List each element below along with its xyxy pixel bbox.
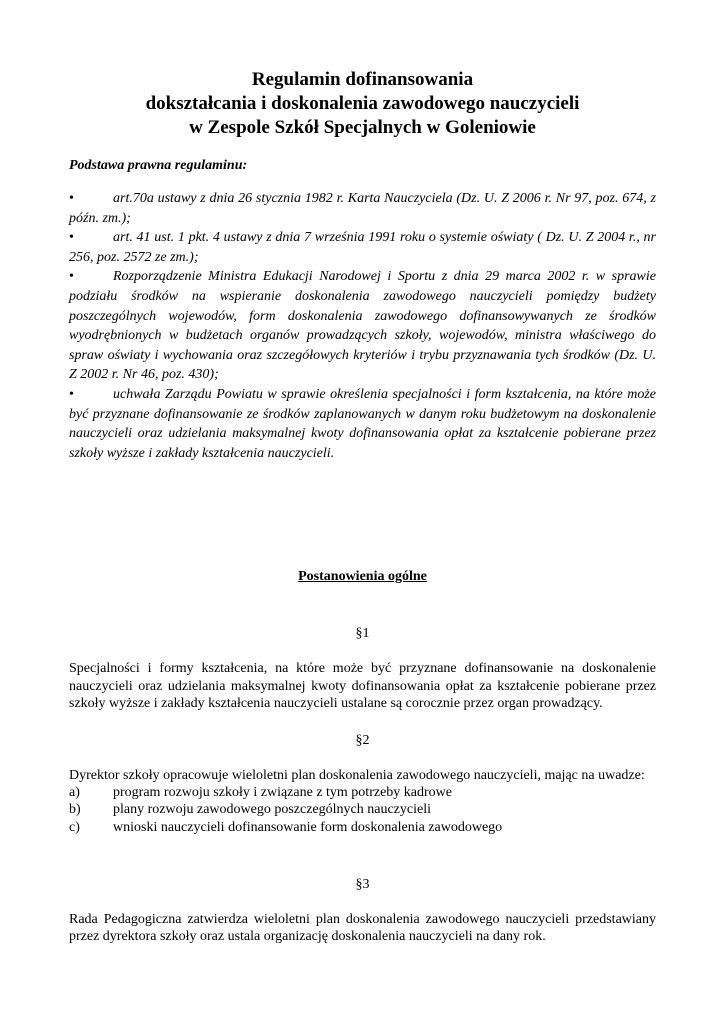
document-title (69, 68, 656, 140)
paragraph-2-list (69, 784, 656, 836)
paragraph-sign-3: §3 (355, 876, 370, 892)
bullet-icon: • (69, 269, 74, 285)
list-item (69, 819, 656, 836)
legal-basis-text: Rozporządzenie Ministra Edukacji Narodowej i Sportu z dnia 29 marca 2002 r. w sprawie podziału środków na wspieranie doskonalenia zawodowego nauczycieli pomiędzy budżety poszczególnych wojewodów, form doskonalenia zawodowego dofinansowywanych ze środków wyodrębnionych w budżetach organów prowadzących szkoły, wojewodów, ministra właściwego do spraw oświaty i wychowania oraz szczegółowych kryteriów i trybu przyznawania tych środków (Dz. U. Z 2002 r. Nr 46, poz. 430); (69, 269, 656, 383)
list-item (69, 784, 656, 801)
list-item-text: plany rozwoju zawodowego poszczególnych nauczycieli (113, 802, 431, 818)
general-provisions-heading: Postanowienia ogólne (298, 569, 427, 585)
paragraph-3-text: Rada Pedagogiczna zatwierdza wieloletni plan doskonalenia zawodowego nauczycieli przedstawiany przez dyrektora szkoły oraz ustala organizację doskonalenia nauczycieli na dany rok. (69, 911, 656, 944)
paragraph-sign-2: §2 (355, 732, 370, 748)
paragraph-1-text: Specjalności i formy kształcenia, na które może być przyznane dofinansowanie na doskonalenie nauczycieli oraz udzielania maksymalnej kwoty dofinansowania opłat za kształcenie pobierane przez szkoły wyższe i zakłady kształcenia nauczycieli ustalane są corocznie przez organ prowadzący. (69, 661, 656, 711)
title-line-1: Regulamin dofinansowania (251, 69, 474, 90)
legal-basis-item (69, 189, 656, 228)
legal-basis-text: uchwała Zarządu Powiatu w sprawie określenia specjalności i form kształcenia, na które może być przyznane dofinansowanie ze środków zaplanowanych w danym roku budżetowym na doskonalenie nauczycieli oraz udzielania maksymalnej kwoty dofinansowania opłat za kształcenie pobierane przez szkoły wyższe i zakłady kształcenia nauczycieli. (69, 386, 656, 461)
legal-basis-list (69, 189, 656, 463)
bullet-icon: • (69, 386, 74, 402)
document-page (69, 68, 656, 945)
list-item-label: b) (69, 802, 81, 818)
legal-basis-text: art.70a ustawy z dnia 26 stycznia 1982 r. Karta Nauczyciela (Dz. U. Z 2006 r. Nr 97, poz. 674, z późn. zm.); (69, 191, 656, 226)
legal-basis-item (69, 267, 656, 385)
title-line-2: dokształcania i doskonalenia zawodowego nauczycieli (145, 93, 580, 114)
legal-basis-item (69, 228, 656, 267)
bullet-icon: • (69, 230, 74, 246)
legal-basis-item (69, 385, 656, 463)
title-line-3: w Zespole Szkół Specjalnych w Goleniowie (189, 117, 536, 138)
legal-basis-heading: Podstawa prawna regulaminu: (69, 158, 248, 173)
legal-basis-text: art. 41 ust. 1 pkt. 4 ustawy z dnia 7 września 1991 roku o systemie oświaty ( Dz. U. Z 2004 r., nr 256, poz. 2572 ze zm.); (69, 230, 656, 265)
list-item-text: wnioski nauczycieli dofinansowanie form doskonalenia zawodowego (113, 819, 503, 835)
paragraph-sign-1: §1 (355, 626, 370, 642)
list-item (69, 801, 656, 818)
list-item-label: a) (69, 785, 80, 801)
paragraph-2-text: Dyrektor szkoły opracowuje wieloletni plan doskonalenia zawodowego nauczycieli, mając na uwadze: (69, 767, 645, 783)
list-item-label: c) (69, 819, 80, 835)
bullet-icon: • (69, 191, 74, 206)
list-item-text: program rozwoju szkoły i związane z tym potrzeby kadrowe (113, 785, 452, 801)
